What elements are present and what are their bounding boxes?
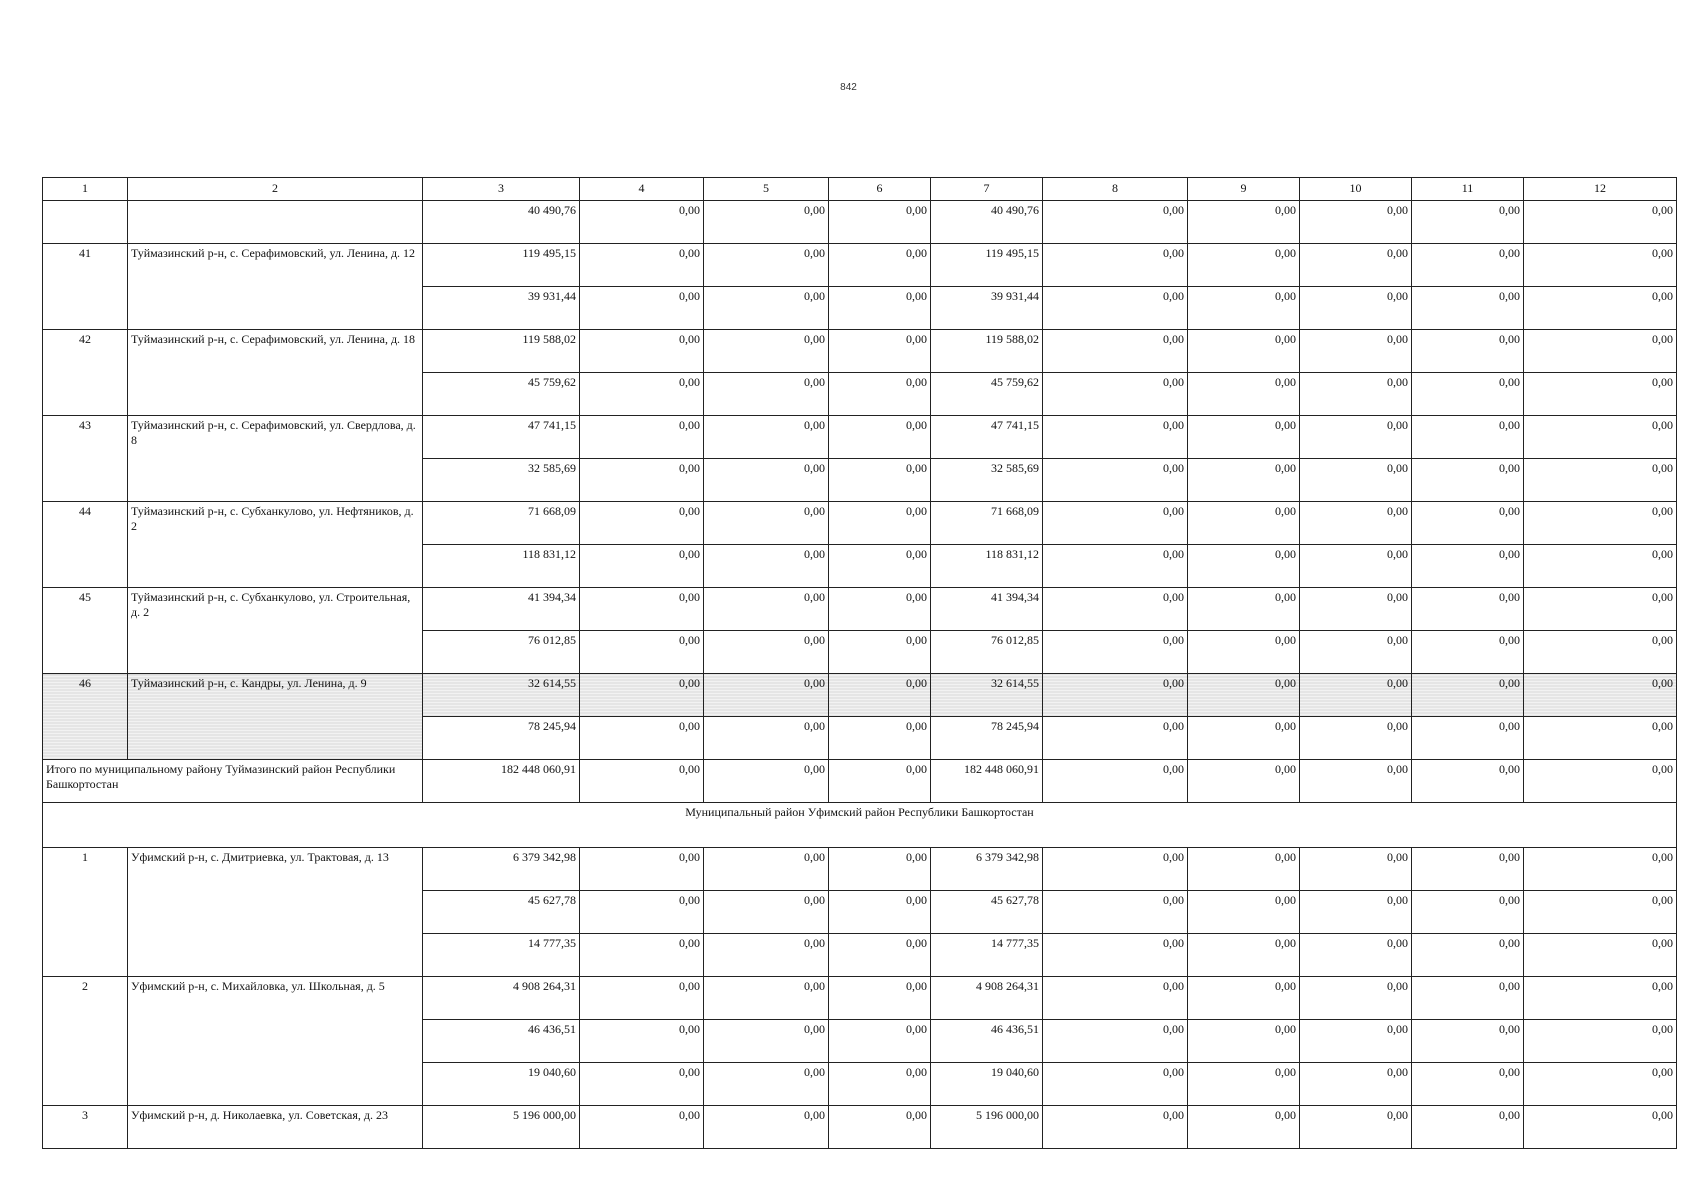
value-cell: 0,00: [1188, 416, 1300, 459]
value-cell: 0,00: [1524, 717, 1677, 760]
value-cell: 0,00: [704, 891, 829, 934]
row-number-cell: 45: [43, 588, 128, 674]
page-number: 842: [840, 82, 857, 93]
column-header: 12: [1524, 178, 1677, 201]
value-cell: 0,00: [1043, 848, 1188, 891]
value-cell: 0,00: [704, 459, 829, 502]
value-cell: 0,00: [1524, 848, 1677, 891]
value-cell: 0,00: [580, 244, 704, 287]
value-cell: 0,00: [580, 459, 704, 502]
section-row: [43, 803, 1677, 848]
value-cell: 0,00: [1412, 1063, 1524, 1106]
value-cell: 0,00: [580, 717, 704, 760]
value-cell: 0,00: [1043, 416, 1188, 459]
column-header: 4: [580, 178, 704, 201]
value-cell: 0,00: [1188, 848, 1300, 891]
value-cell: 0,00: [1043, 545, 1188, 588]
value-cell: 0,00: [1412, 201, 1524, 244]
value-cell: 0,00: [704, 588, 829, 631]
value-cell: 0,00: [1300, 330, 1412, 373]
total-value-cell: 0,00: [1188, 760, 1300, 803]
value-cell: 0,00: [704, 848, 829, 891]
value-cell: 41 394,34: [931, 588, 1043, 631]
value-cell: 76 012,85: [423, 631, 580, 674]
value-cell: 0,00: [1412, 416, 1524, 459]
value-cell: 45 759,62: [931, 373, 1043, 416]
value-cell: 0,00: [580, 330, 704, 373]
value-cell: 5 196 000,00: [931, 1106, 1043, 1149]
address-cell: Уфимский р-н, д. Николаевка, ул. Советская, д. 23: [128, 1106, 423, 1149]
value-cell: 0,00: [580, 588, 704, 631]
value-cell: 19 040,60: [931, 1063, 1043, 1106]
table-row: [43, 977, 1677, 1020]
value-cell: 0,00: [704, 1106, 829, 1149]
value-cell: 0,00: [1300, 1106, 1412, 1149]
value-cell: 0,00: [704, 934, 829, 977]
value-cell: 0,00: [829, 416, 931, 459]
value-cell: 0,00: [829, 891, 931, 934]
value-cell: 0,00: [580, 502, 704, 545]
value-cell: 5 196 000,00: [423, 1106, 580, 1149]
value-cell: 0,00: [1300, 934, 1412, 977]
row-number-cell: 42: [43, 330, 128, 416]
value-cell: 0,00: [1524, 977, 1677, 1020]
value-cell: 0,00: [1524, 416, 1677, 459]
value-cell: 0,00: [1524, 588, 1677, 631]
value-cell: 0,00: [1188, 1106, 1300, 1149]
value-cell: 0,00: [1188, 502, 1300, 545]
table-row: [43, 1106, 1677, 1149]
value-cell: 119 495,15: [423, 244, 580, 287]
value-cell: 0,00: [1412, 588, 1524, 631]
value-cell: 0,00: [1524, 1020, 1677, 1063]
value-cell: 0,00: [1524, 934, 1677, 977]
value-cell: 19 040,60: [423, 1063, 580, 1106]
value-cell: 0,00: [829, 201, 931, 244]
value-cell: 0,00: [704, 717, 829, 760]
value-cell: 119 588,02: [931, 330, 1043, 373]
value-cell: 0,00: [1043, 1020, 1188, 1063]
value-cell: 0,00: [1043, 631, 1188, 674]
value-cell: 41 394,34: [423, 588, 580, 631]
value-cell: 0,00: [1524, 1063, 1677, 1106]
value-cell: 32 585,69: [423, 459, 580, 502]
row-number-cell: 2: [43, 977, 128, 1106]
value-cell: 46 436,51: [423, 1020, 580, 1063]
column-number-row: [43, 178, 1677, 201]
value-cell: 0,00: [829, 977, 931, 1020]
total-value-cell: 182 448 060,91: [423, 760, 580, 803]
column-header: 2: [128, 178, 423, 201]
value-cell: 0,00: [1188, 934, 1300, 977]
value-cell: 14 777,35: [931, 934, 1043, 977]
row-number-cell: 46: [43, 674, 128, 760]
value-cell: 0,00: [1300, 588, 1412, 631]
value-cell: 6 379 342,98: [931, 848, 1043, 891]
address-cell: Туймазинский р-н, с. Субханкулово, ул. Строительная, д. 2: [128, 588, 423, 674]
value-cell: 39 931,44: [423, 287, 580, 330]
total-row: [43, 760, 1677, 803]
value-cell: 0,00: [1412, 848, 1524, 891]
value-cell: 0,00: [1524, 674, 1677, 717]
value-cell: 0,00: [1043, 1106, 1188, 1149]
value-cell: 0,00: [1188, 287, 1300, 330]
value-cell: 0,00: [1300, 717, 1412, 760]
value-cell: 0,00: [1412, 1106, 1524, 1149]
value-cell: 0,00: [580, 891, 704, 934]
value-cell: 0,00: [1524, 373, 1677, 416]
total-value-cell: 0,00: [1043, 760, 1188, 803]
address-cell: Туймазинский р-н, с. Серафимовский, ул. Ленина, д. 18: [128, 330, 423, 416]
column-header: 10: [1300, 178, 1412, 201]
value-cell: 0,00: [1188, 201, 1300, 244]
value-cell: 47 741,15: [423, 416, 580, 459]
value-cell: 0,00: [1188, 891, 1300, 934]
value-cell: 0,00: [829, 459, 931, 502]
value-cell: 0,00: [1524, 459, 1677, 502]
value-cell: 0,00: [829, 287, 931, 330]
value-cell: 0,00: [829, 631, 931, 674]
value-cell: 0,00: [1524, 244, 1677, 287]
value-cell: 0,00: [829, 588, 931, 631]
value-cell: 0,00: [1043, 977, 1188, 1020]
value-cell: 32 614,55: [423, 674, 580, 717]
column-header: 9: [1188, 178, 1300, 201]
value-cell: 32 614,55: [931, 674, 1043, 717]
value-cell: 0,00: [580, 373, 704, 416]
value-cell: 0,00: [580, 977, 704, 1020]
value-cell: 0,00: [829, 1063, 931, 1106]
value-cell: 0,00: [829, 330, 931, 373]
value-cell: 0,00: [1412, 502, 1524, 545]
value-cell: 0,00: [1188, 244, 1300, 287]
value-cell: 0,00: [580, 1063, 704, 1106]
value-cell: 0,00: [704, 416, 829, 459]
column-header: 1: [43, 178, 128, 201]
value-cell: 0,00: [1300, 891, 1412, 934]
value-cell: 45 627,78: [931, 891, 1043, 934]
value-cell: 0,00: [829, 717, 931, 760]
row-number-cell: 1: [43, 848, 128, 977]
value-cell: 0,00: [1300, 416, 1412, 459]
value-cell: 0,00: [1300, 459, 1412, 502]
address-cell: Туймазинский р-н, с. Серафимовский, ул. Свердлова, д. 8: [128, 416, 423, 502]
value-cell: 0,00: [704, 545, 829, 588]
value-cell: 0,00: [1188, 588, 1300, 631]
value-cell: 0,00: [1043, 244, 1188, 287]
value-cell: 0,00: [580, 287, 704, 330]
address-cell: Туймазинский р-н, с. Серафимовский, ул. Ленина, д. 12: [128, 244, 423, 330]
value-cell: 0,00: [1300, 674, 1412, 717]
value-cell: 119 588,02: [423, 330, 580, 373]
value-cell: 0,00: [1300, 631, 1412, 674]
column-header: 5: [704, 178, 829, 201]
value-cell: 0,00: [829, 502, 931, 545]
table-row: [43, 588, 1677, 631]
value-cell: 0,00: [1043, 201, 1188, 244]
value-cell: 0,00: [1412, 1020, 1524, 1063]
table-row: [43, 416, 1677, 459]
value-cell: 0,00: [1188, 674, 1300, 717]
value-cell: 0,00: [1524, 891, 1677, 934]
address-cell: Уфимский р-н, с. Михайловка, ул. Школьная, д. 5: [128, 977, 423, 1106]
value-cell: 0,00: [829, 545, 931, 588]
value-cell: 46 436,51: [931, 1020, 1043, 1063]
address-cell: Туймазинский р-н, с. Субханкулово, ул. Нефтяников, д. 2: [128, 502, 423, 588]
value-cell: 0,00: [1043, 891, 1188, 934]
value-cell: 0,00: [580, 631, 704, 674]
value-cell: 0,00: [1043, 717, 1188, 760]
value-cell: 4 908 264,31: [423, 977, 580, 1020]
value-cell: 0,00: [1043, 330, 1188, 373]
value-cell: 0,00: [580, 674, 704, 717]
value-cell: 0,00: [580, 1020, 704, 1063]
value-cell: 0,00: [704, 631, 829, 674]
value-cell: 0,00: [580, 545, 704, 588]
row-number-cell: 3: [43, 1106, 128, 1149]
value-cell: 0,00: [1188, 373, 1300, 416]
value-cell: 118 831,12: [931, 545, 1043, 588]
value-cell: 0,00: [1300, 545, 1412, 588]
budget-table: [42, 177, 1677, 1149]
value-cell: 71 668,09: [931, 502, 1043, 545]
value-cell: 0,00: [1412, 459, 1524, 502]
value-cell: 0,00: [580, 848, 704, 891]
value-cell: 45 627,78: [423, 891, 580, 934]
value-cell: 0,00: [1524, 502, 1677, 545]
value-cell: 0,00: [1043, 373, 1188, 416]
row-number-cell: 44: [43, 502, 128, 588]
value-cell: 0,00: [1300, 848, 1412, 891]
value-cell: 118 831,12: [423, 545, 580, 588]
value-cell: 0,00: [580, 934, 704, 977]
column-header: 3: [423, 178, 580, 201]
value-cell: 0,00: [1300, 1020, 1412, 1063]
table-row: [43, 848, 1677, 891]
value-cell: 0,00: [1188, 459, 1300, 502]
value-cell: 0,00: [704, 287, 829, 330]
value-cell: 0,00: [580, 416, 704, 459]
value-cell: 0,00: [1043, 502, 1188, 545]
value-cell: 0,00: [1412, 674, 1524, 717]
value-cell: 0,00: [1043, 674, 1188, 717]
column-header: 11: [1412, 178, 1524, 201]
value-cell: 0,00: [829, 1106, 931, 1149]
value-cell: 119 495,15: [931, 244, 1043, 287]
table-row: [43, 244, 1677, 287]
value-cell: 0,00: [1412, 545, 1524, 588]
address-cell: Туймазинский р-н, с. Кандры, ул. Ленина, д. 9: [128, 674, 423, 760]
value-cell: 0,00: [704, 373, 829, 416]
table-row: [43, 674, 1677, 717]
value-cell: 0,00: [1300, 373, 1412, 416]
address-cell: Уфимский р-н, с. Дмитриевка, ул. Трактовая, д. 13: [128, 848, 423, 977]
value-cell: 6 379 342,98: [423, 848, 580, 891]
value-cell: 0,00: [1043, 459, 1188, 502]
total-value-cell: 0,00: [580, 760, 704, 803]
value-cell: 0,00: [1412, 330, 1524, 373]
value-cell: 47 741,15: [931, 416, 1043, 459]
value-cell: 76 012,85: [931, 631, 1043, 674]
value-cell: 0,00: [704, 977, 829, 1020]
value-cell: 0,00: [704, 330, 829, 373]
value-cell: 0,00: [1043, 287, 1188, 330]
value-cell: 0,00: [1188, 977, 1300, 1020]
value-cell: 0,00: [1188, 717, 1300, 760]
value-cell: 40 490,76: [931, 201, 1043, 244]
table-row: [43, 330, 1677, 373]
value-cell: 0,00: [1412, 891, 1524, 934]
value-cell: 0,00: [1412, 373, 1524, 416]
value-cell: 0,00: [1043, 1063, 1188, 1106]
value-cell: 0,00: [1412, 244, 1524, 287]
value-cell: 0,00: [1188, 330, 1300, 373]
value-cell: 0,00: [704, 1063, 829, 1106]
address-cell: [128, 201, 423, 244]
value-cell: 0,00: [1188, 545, 1300, 588]
value-cell: 0,00: [1412, 977, 1524, 1020]
budget-table-sheet: [42, 177, 1676, 1149]
value-cell: 0,00: [580, 1106, 704, 1149]
value-cell: 40 490,76: [423, 201, 580, 244]
value-cell: 0,00: [829, 848, 931, 891]
value-cell: 0,00: [829, 934, 931, 977]
value-cell: 0,00: [1524, 287, 1677, 330]
value-cell: 0,00: [1188, 1020, 1300, 1063]
section-title: Муниципальный район Уфимский район Республики Башкортостан: [43, 803, 1677, 848]
row-number-cell: 41: [43, 244, 128, 330]
total-value-cell: 182 448 060,91: [931, 760, 1043, 803]
value-cell: 0,00: [1043, 934, 1188, 977]
value-cell: 0,00: [704, 674, 829, 717]
column-header: 8: [1043, 178, 1188, 201]
value-cell: 0,00: [1188, 1063, 1300, 1106]
value-cell: 0,00: [1412, 287, 1524, 330]
value-cell: 0,00: [704, 502, 829, 545]
value-cell: 32 585,69: [931, 459, 1043, 502]
value-cell: 4 908 264,31: [931, 977, 1043, 1020]
value-cell: 0,00: [829, 1020, 931, 1063]
value-cell: 71 668,09: [423, 502, 580, 545]
value-cell: 0,00: [1412, 934, 1524, 977]
value-cell: 0,00: [1524, 545, 1677, 588]
value-cell: 0,00: [1524, 330, 1677, 373]
value-cell: 0,00: [829, 674, 931, 717]
row-number-cell: 43: [43, 416, 128, 502]
value-cell: 78 245,94: [423, 717, 580, 760]
value-cell: 0,00: [1524, 631, 1677, 674]
value-cell: 78 245,94: [931, 717, 1043, 760]
table-row: [43, 201, 1677, 244]
value-cell: 0,00: [1524, 1106, 1677, 1149]
total-value-cell: 0,00: [704, 760, 829, 803]
value-cell: 0,00: [1300, 502, 1412, 545]
value-cell: 0,00: [580, 201, 704, 244]
total-value-cell: 0,00: [829, 760, 931, 803]
value-cell: 0,00: [1300, 287, 1412, 330]
table-row: [43, 502, 1677, 545]
value-cell: 0,00: [1188, 631, 1300, 674]
value-cell: 0,00: [829, 373, 931, 416]
value-cell: 0,00: [704, 201, 829, 244]
value-cell: 0,00: [1412, 631, 1524, 674]
total-value-cell: 0,00: [1524, 760, 1677, 803]
value-cell: 0,00: [1412, 717, 1524, 760]
value-cell: 0,00: [1300, 201, 1412, 244]
row-number-cell: [43, 201, 128, 244]
total-value-cell: 0,00: [1412, 760, 1524, 803]
column-header: 6: [829, 178, 931, 201]
value-cell: 45 759,62: [423, 373, 580, 416]
table-body: [43, 201, 1677, 1149]
value-cell: 0,00: [704, 1020, 829, 1063]
total-label-cell: Итого по муниципальному району Туймазинский район Республики Башкортостан: [43, 760, 423, 803]
value-cell: 0,00: [829, 244, 931, 287]
value-cell: 0,00: [1300, 1063, 1412, 1106]
value-cell: 14 777,35: [423, 934, 580, 977]
value-cell: 39 931,44: [931, 287, 1043, 330]
value-cell: 0,00: [704, 244, 829, 287]
value-cell: 0,00: [1043, 588, 1188, 631]
column-header: 7: [931, 178, 1043, 201]
value-cell: 0,00: [1524, 201, 1677, 244]
total-value-cell: 0,00: [1300, 760, 1412, 803]
value-cell: 0,00: [1300, 977, 1412, 1020]
value-cell: 0,00: [1300, 244, 1412, 287]
